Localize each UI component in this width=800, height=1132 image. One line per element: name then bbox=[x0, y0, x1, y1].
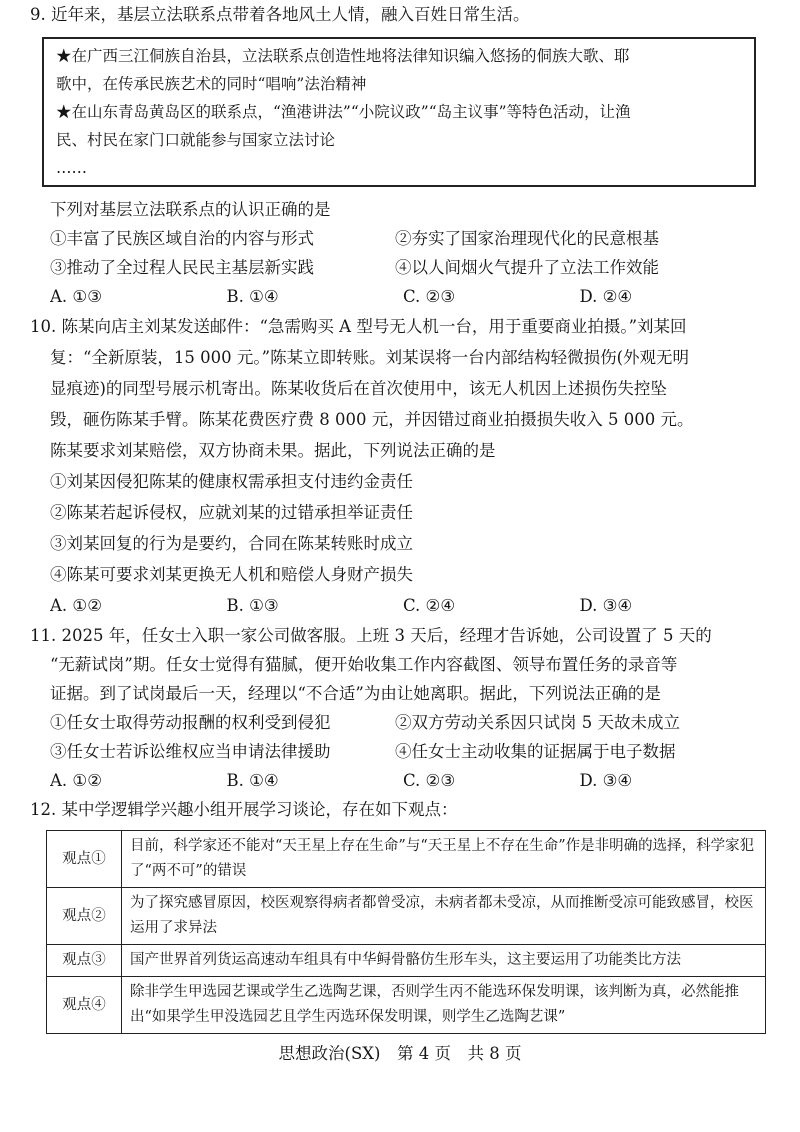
q10-line: 毁，砸伤陈某手臂。陈某花费医疗费 8 000 元，并因错过商业拍摄损失收入 5 000 元。 bbox=[50, 410, 694, 429]
q11-statement-3: ③任女士若诉讼维权应当申请法律援助 bbox=[50, 742, 331, 761]
q9-statement-2: ②夯实了国家治理现代化的民意根基 bbox=[395, 229, 659, 248]
q9-box-line: ★在广西三江侗族自治县，立法联系点创造性地将法律知识编入悠扬的侗族大歌、耶 bbox=[56, 47, 630, 65]
q9-option-b[interactable]: B. ①④ bbox=[226, 287, 279, 306]
q12-stem: 12. 某中学逻辑学兴趣小组开展学习谈论，存在如下观点： bbox=[30, 800, 458, 819]
q9-statement-1: ①丰富了民族区域自治的内容与形式 bbox=[50, 229, 314, 248]
q11-option-c[interactable]: C. ②③ bbox=[403, 771, 456, 790]
q9-stem: 9. 近年来，基层立法联系点带着各地风土人情，融入百姓日常生活。 bbox=[30, 5, 530, 24]
question-12 bbox=[30, 795, 756, 1034]
q11-line: 证据。到了试岗最后一天，经理以“不合适”为由让她离职。据此，下列说法正确的是 bbox=[50, 684, 661, 703]
viewpoint-label: 观点② bbox=[47, 888, 122, 945]
question-10 bbox=[30, 311, 756, 621]
q10-line: 复：“全新原装，15 000 元。”陈某立即转账。刘某误将一台内部结构轻微损伤(外观无明 bbox=[50, 348, 690, 367]
q10-line: 陈某要求刘某赔偿，双方协商未果。据此，下列说法正确的是 bbox=[50, 441, 496, 460]
question-9 bbox=[30, 0, 756, 311]
viewpoint-text: 国产世界首列货运高速动车组具有中华鲟骨骼仿生形车头，这主要运用了功能类比方法 bbox=[122, 945, 766, 977]
table-row bbox=[47, 831, 766, 888]
q9-box-line: ★在山东青岛黄岛区的联系点，“渔港讲法”“小院议政”“岛主议事”等特色活动，让渔 bbox=[56, 103, 631, 121]
q9-box-line: 民、村民在家门口就能参与国家立法讨论 bbox=[56, 131, 336, 149]
q9-option-a[interactable]: A. ①③ bbox=[50, 287, 102, 306]
q10-line: 10. 陈某向店主刘某发送邮件：“急需购买 A 型号无人机一台，用于重要商业拍摄。”刘某回 bbox=[30, 317, 687, 336]
q12-viewpoint-table bbox=[46, 830, 766, 1034]
q9-statement-4: ④以人间烟火气提升了立法工作效能 bbox=[395, 258, 659, 277]
viewpoint-label: 观点④ bbox=[47, 977, 122, 1034]
q11-statement-2: ②双方劳动关系因只试岗 5 天故未成立 bbox=[395, 713, 680, 732]
viewpoint-text: 除非学生甲选园艺课或学生乙选陶艺课，否则学生丙不能选环保发明课，该判断为真，必然能推出“如果学生甲没选园艺且学生丙选环保发明课，则学生乙选陶艺课” bbox=[122, 977, 766, 1034]
q10-statement-1: ①刘某因侵犯陈某的健康权需承担支付违约金责任 bbox=[50, 472, 413, 491]
q11-statements-row bbox=[30, 708, 756, 737]
viewpoint-text: 为了探究感冒原因，校医观察得病者都曾受凉，未病者都未受凉，从而推断受凉可能致感冒，校医运用了求异法 bbox=[122, 888, 766, 945]
table-row bbox=[47, 977, 766, 1034]
q9-box-line: …… bbox=[56, 159, 87, 177]
question-11 bbox=[30, 621, 756, 795]
q10-line: 显痕迹)的同型号展示机寄出。陈某收货后在首次使用中，该无人机因上述损伤失控坠 bbox=[50, 379, 667, 398]
q10-statement-4: ④陈某可要求刘某更换无人机和赔偿人身财产损失 bbox=[50, 565, 413, 584]
q10-option-a[interactable]: A. ①② bbox=[50, 596, 102, 615]
q10-option-c[interactable]: C. ②④ bbox=[403, 596, 456, 615]
q11-options bbox=[30, 766, 756, 795]
q11-statement-1: ①任女士取得劳动报酬的权利受到侵犯 bbox=[50, 713, 331, 732]
q11-statement-4: ④任女士主动收集的证据属于电子数据 bbox=[395, 742, 676, 761]
q9-statement-3: ③推动了全过程人民民主基层新实践 bbox=[50, 258, 314, 277]
q9-question: 下列对基层立法联系点的认识正确的是 bbox=[50, 200, 331, 219]
q9-statements-row bbox=[30, 253, 756, 282]
q11-line: “无薪试岗”期。任女士觉得有猫腻，便开始收集工作内容截图、领导布置任务的录音等 bbox=[50, 655, 678, 674]
q9-material-box bbox=[42, 37, 756, 187]
q10-option-b[interactable]: B. ①③ bbox=[226, 596, 279, 615]
q11-statements-row bbox=[30, 737, 756, 766]
q9-option-d[interactable]: D. ②④ bbox=[579, 287, 633, 306]
q10-option-d[interactable]: D. ③④ bbox=[579, 596, 633, 615]
q9-options bbox=[30, 282, 756, 311]
viewpoint-text: 目前，科学家还不能对“天王星上存在生命”与“天王星上不存在生命”作是非明确的选择，科学家犯了“两不可”的错误 bbox=[122, 831, 766, 888]
q9-box-line: 歌中，在传承民族艺术的同时“唱响”法治精神 bbox=[56, 75, 367, 93]
viewpoint-label: 观点① bbox=[47, 831, 122, 888]
page-footer: 思想政治(SX) 第 4 页 共 8 页 bbox=[278, 1044, 522, 1063]
q11-line: 11. 2025 年，任女士入职一家公司做客服。上班 3 天后，经理才告诉她，公司设置了 5 天的 bbox=[30, 626, 712, 645]
q11-option-d[interactable]: D. ③④ bbox=[579, 771, 633, 790]
viewpoint-label: 观点③ bbox=[47, 945, 122, 977]
q11-option-b[interactable]: B. ①④ bbox=[226, 771, 279, 790]
q10-statement-3: ③刘某回复的行为是要约，合同在陈某转账时成立 bbox=[50, 534, 413, 553]
q10-options bbox=[30, 590, 756, 621]
q9-option-c[interactable]: C. ②③ bbox=[403, 287, 456, 306]
table-row bbox=[47, 945, 766, 977]
q11-option-a[interactable]: A. ①② bbox=[50, 771, 102, 790]
q9-statements-row bbox=[30, 224, 756, 253]
table-row bbox=[47, 888, 766, 945]
q10-statement-2: ②陈某若起诉侵权，应就刘某的过错承担举证责任 bbox=[50, 503, 413, 522]
